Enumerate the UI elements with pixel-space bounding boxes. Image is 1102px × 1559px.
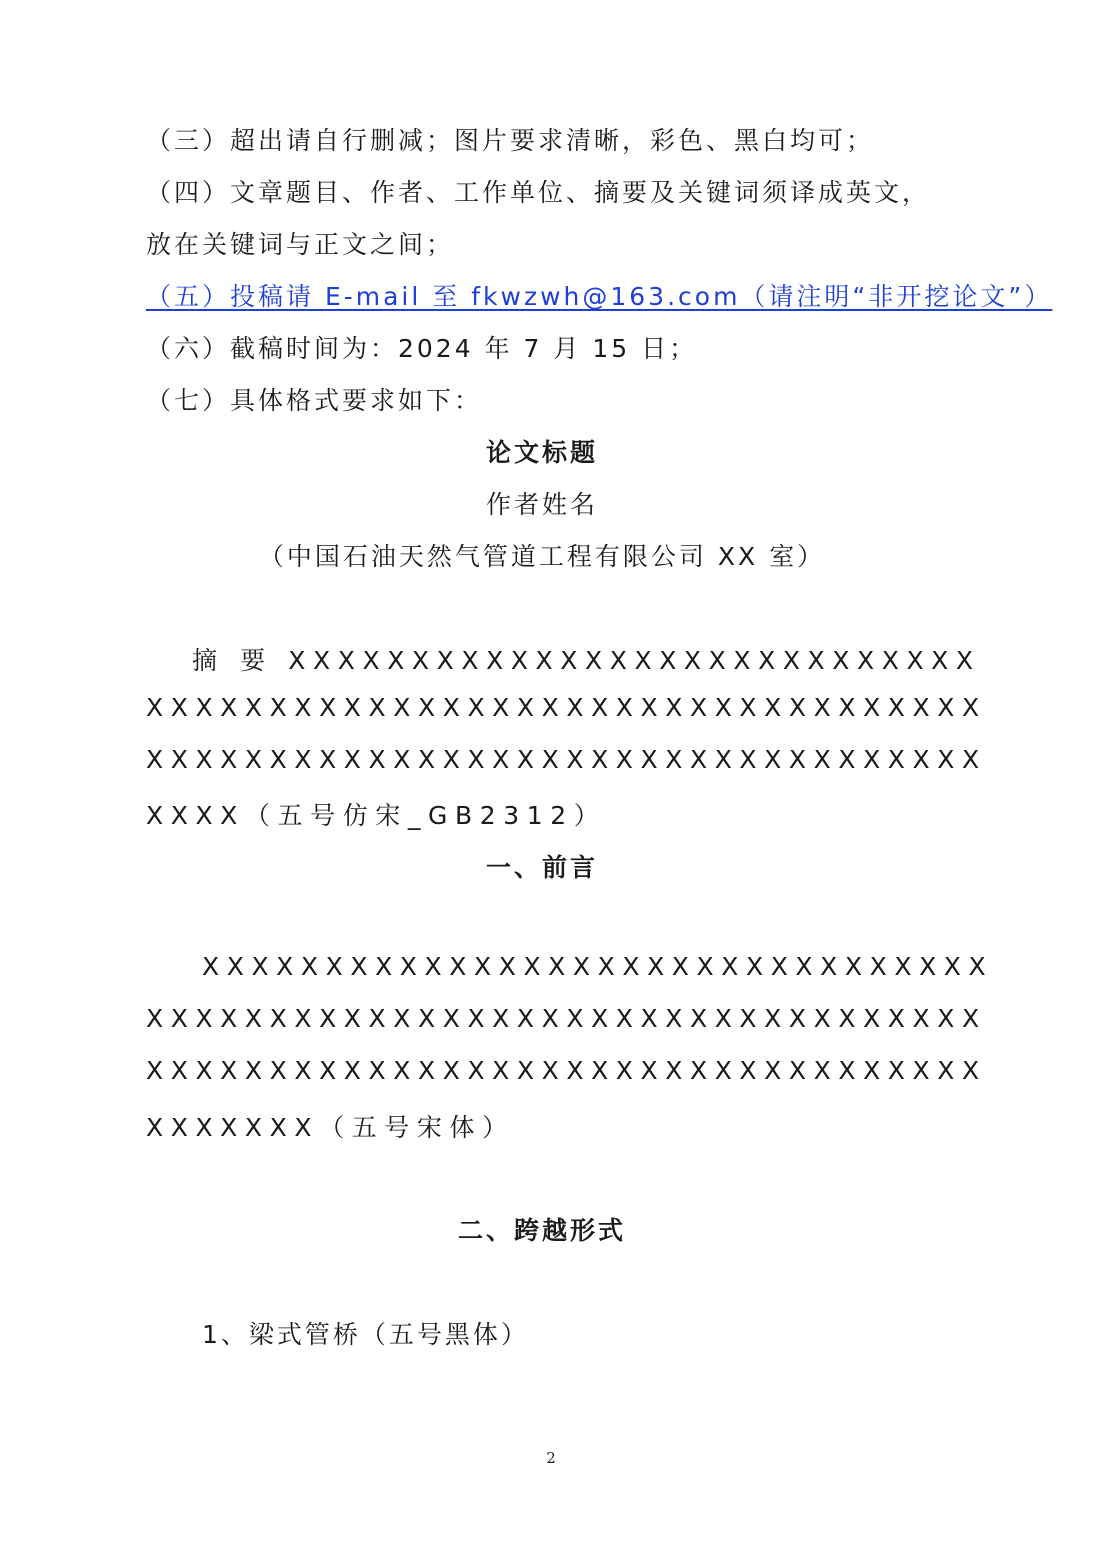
subsection-heading: 1、梁式管桥（五号黑体） xyxy=(202,1320,529,1349)
abstract-line: XXXX（五号仿宋_GB2312） xyxy=(146,801,607,830)
requirement-item-7: （七）具体格式要求如下： xyxy=(146,386,483,415)
requirement-item-6: （六）截稿时间为：2024 年 7 月 15 日； xyxy=(146,334,698,363)
requirement-item-4-continued: 放在关键词与正文之间； xyxy=(146,230,455,259)
requirement-item-4: （四）文章题目、作者、工作单位、摘要及关键词须译成英文， xyxy=(146,178,931,207)
body-line: XXXXXXXXXXXXXXXXXXXXXXXXXXXXXXXXXX xyxy=(146,1056,987,1085)
author-name: 作者姓名 xyxy=(485,490,598,519)
submission-email-link[interactable]: （五）投稿请 E-mail 至 fkwzwh@163.com（请注明“非开挖论文”） xyxy=(146,282,1053,311)
requirement-item-3: （三）超出请自行删减；图片要求清晰，彩色、黑白均可； xyxy=(146,126,875,155)
page-number: 2 xyxy=(546,1449,556,1467)
abstract-line: XXXXXXXXXXXXXXXXXXXXXXXXXXXXXXXXXX xyxy=(146,693,987,722)
paper-title: 论文标题 xyxy=(485,438,598,467)
body-line: XXXXXXX（五号宋体） xyxy=(146,1113,515,1142)
section-heading-introduction: 一、前言 xyxy=(485,853,598,882)
affiliation: （中国石油天然气管道工程有限公司 XX 室） xyxy=(258,542,826,571)
abstract-line: XXXXXXXXXXXXXXXXXXXXXXXXXXXXXXXXXX xyxy=(146,745,987,774)
body-line: XXXXXXXXXXXXXXXXXXXXXXXXXXXXXXXX xyxy=(202,952,994,981)
section-heading-crossing-forms: 二、跨越形式 xyxy=(457,1216,626,1245)
abstract-line: 摘 要 XXXXXXXXXXXXXXXXXXXXXXXXXXXX xyxy=(192,646,981,675)
body-line: XXXXXXXXXXXXXXXXXXXXXXXXXXXXXXXXXX xyxy=(146,1004,987,1033)
